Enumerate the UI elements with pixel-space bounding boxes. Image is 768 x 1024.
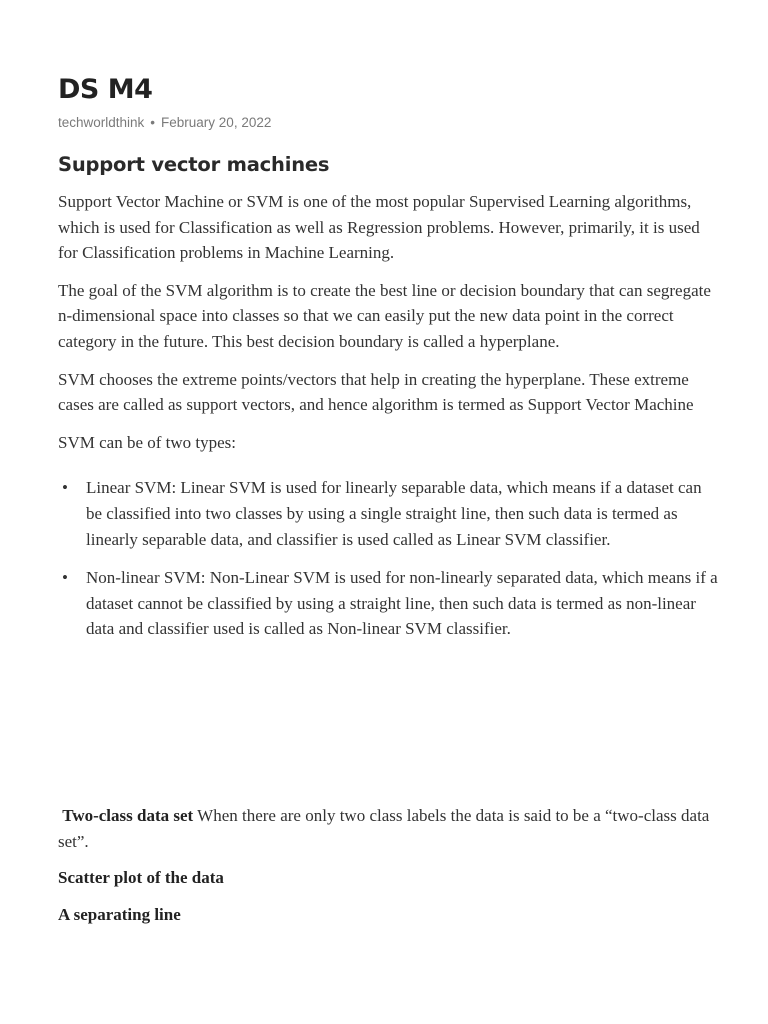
post-meta	[58, 114, 271, 132]
two-class-paragraph	[58, 803, 718, 854]
section-heading: Support vector machines	[58, 153, 330, 176]
paragraph: SVM chooses the extreme points/vectors that help in creating the hyperplane. These extreme cases are called as support vectors, and hence algorithm is termed as Support Vector Machine	[58, 369, 694, 415]
paragraph: Support Vector Machine or SVM is one of the most popular Supervised Learning algorithms, which is used for Classification as well as Regression problems. However, primarily, it is used for Classification problems in Machine Learning.	[58, 192, 700, 263]
author-link[interactable]: techworldthink	[58, 115, 145, 130]
two-class-text: When there are only two class labels the data is said to be a “two-class data set”.	[58, 806, 710, 851]
paragraph: SVM can be of two types:	[58, 432, 237, 452]
page-title: DS M4	[58, 74, 153, 105]
lower-section	[58, 803, 718, 938]
meta-separator: •	[150, 115, 156, 130]
separating-heading-paragraph	[58, 902, 718, 928]
scatter-heading-paragraph	[58, 865, 718, 891]
svm-types-list	[58, 475, 718, 642]
separating-line-heading: A separating line	[58, 904, 181, 924]
paragraph: The goal of the SVM algorithm is to create the best line or decision boundary that can segregate n-dimensional space into classes so that we can easily put the new data point in the correct category in the future. This best decision boundary is called a hyperplane.	[58, 280, 711, 351]
article-body	[58, 189, 718, 655]
scatter-plot-heading: Scatter plot of the data	[58, 868, 224, 888]
list-item: • Linear SVM: Linear SVM is used for linearly separable data, which means if a dataset can be classified into two classes by using a single straight line, then such data is termed as linearly separable data, and classifier is used called as Linear SVM classifier.	[86, 475, 718, 552]
post-date: February 20, 2022	[161, 115, 272, 130]
two-class-label: Two-class data set	[62, 806, 194, 825]
list-item: • Non-linear SVM: Non-Linear SVM is used for non-linearly separated data, which means if a dataset cannot be classified by using a straight line, then such data is termed as non-linear data and classifier used is called as Non-linear SVM classifier.	[86, 565, 718, 642]
